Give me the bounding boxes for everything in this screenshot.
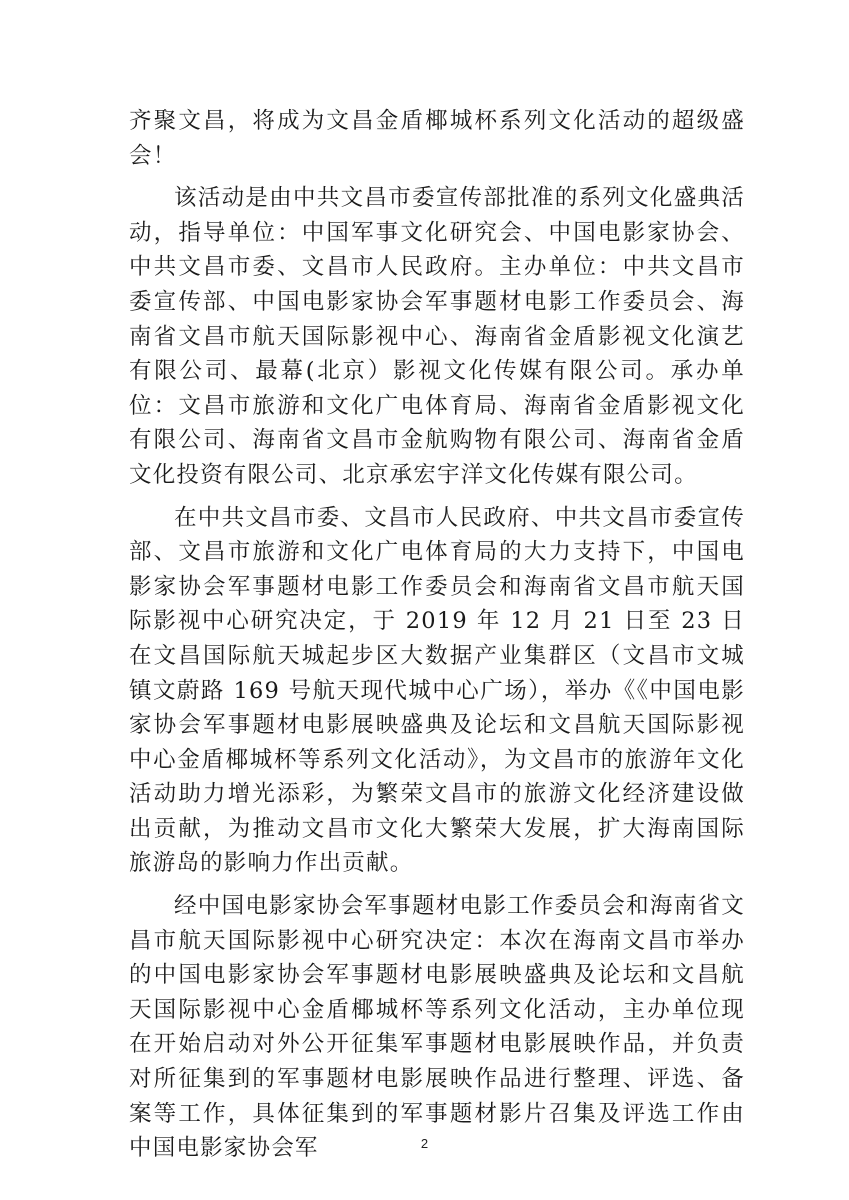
paragraph-organizers: 该活动是由中共文昌市委宣传部批准的系列文化盛典活动，指导单位：中国军事文化研究会、中国电影家协会、中共文昌市委、文昌市人民政府。主办单位：中共文昌市委宣传部、中国电影家协会军事题材电影工作委员会、海南省文昌市航天国际影视中心、海南省金盾影视文化演艺有限公司、最幕(北京）影视文化传媒有限公司。承办单位：文昌市旅游和文化广电体育局、海南省金盾影视文化有限公司、海南省文昌市金航购物有限公司、海南省金盾文化投资有限公司、北京承宏宇洋文化传媒有限公司。 [129,185,745,488]
paragraph-submission-call: 经中国电影家协会军事题材电影工作委员会和海南省文昌市航天国际影视中心研究决定：本次在海南文昌市举办的中国电影家协会军事题材电影展映盛典及论坛和文昌航天国际影视中心金盾椰城杯等系列文化活动，主办单位现在开始启动对外公开征集军事题材电影展映作品，并负责对所征集到的军事题材电影展映作品进行整理、评选、备案等工作，具体征集到的军事题材影片召集及评选工作由中国电影家协会军 [129,893,745,1162]
paragraph-event-details: 在中共文昌市委、文昌市人民政府、中共文昌市委宣传部、文昌市旅游和文化广电体育局的大力支持下，中国电影家协会军事题材电影工作委员会和海南省文昌市航天国际影视中心研究决定，于 2019 年 12 月 21 日至 23 日在文昌国际航天城起步区大数据产业集群区（文昌市文城镇文蔚路 169 号航天现代城中心广场），举办《《中国电影家协会军事题材电影展映盛典及论坛和文昌航天国际影视中心金盾椰城杯等系列文化活动》，为文昌市的旅游年文化活动助力增光添彩，为繁荣文昌市的旅游文化经济建设做出贡献，为推动文昌市文化大繁荣大发展，扩大海南国际旅游岛的影响力作出贡献。 [129,504,745,877]
body-text [129,104,745,1166]
paragraph-continuation: 齐聚文昌，将成为文昌金盾椰城杯系列文化活动的超级盛会！ [129,108,745,169]
page-number: 2 [420,1136,429,1151]
